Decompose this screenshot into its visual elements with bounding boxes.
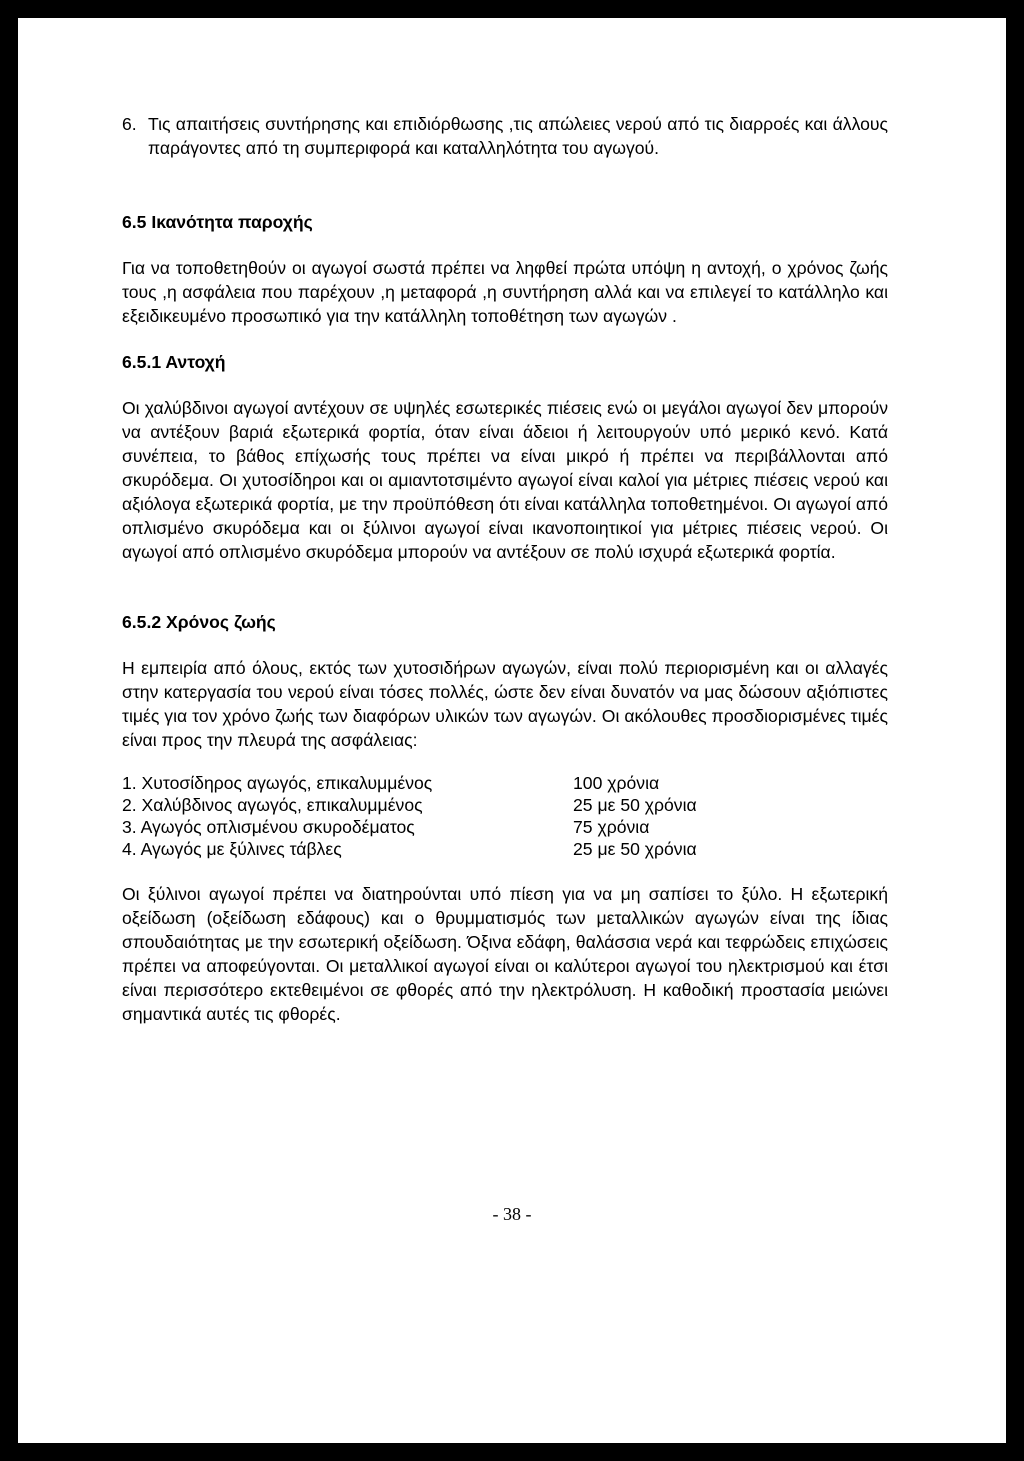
paragraph-6-5-2: Η εμπειρία από όλους, εκτός των χυτοσιδήρων αγωγών, είναι πολύ περιορισμένη και οι αλλαγές στην κατεργασία του νερού είναι τόσες πολλές, ώστε δεν είναι δυνατόν να μας δώσουν αξιόπιστες τιμές για τον χρόνο ζωής των διαφόρων υλικών των αγωγών. Οι ακόλουθες προσδιορισμένες τιμές είναι προς την πλευρά της ασφάλειας: (122, 658, 888, 750)
item-number: 6. (122, 114, 137, 134)
list-item-name: 1. Χυτοσίδηρος αγωγός, επικαλυμμένος (122, 773, 433, 793)
page-number: - 38 - (492, 1204, 532, 1224)
list-item-name: 3. Αγωγός οπλισμένου σκυροδέματος (122, 817, 415, 837)
list-item (122, 816, 888, 838)
document-sheet (18, 18, 1006, 1443)
paragraph-6-5-1: Οι χαλύβδινοι αγωγοί αντέχουν σε υψηλές εσωτερικές πιέσεις ενώ οι μεγάλοι αγωγοί δεν μπορούν να αντέξουν βαριά εξωτερικά φορτία, όταν είναι άδειοι ή λειτουργούν υπό μερικό κενό. Κατά συνέπεια, το βάθος επίχωσής τους πρέπει να είναι μικρό ή πρέπει να περιβάλλονται από σκυρόδεμα. Οι χυτοσίδηροι και οι αμιαντοτσιμέντο αγωγοί είναι καλοί για μέτριες πιέσεις νερού και αξιόλογα εξωτερικά φορτία, με την προϋπόθεση ότι είναι κατάλληλα τοποθετημένοι. Οι αγωγοί από οπλισμένο σκυρόδεμα και οι ξύλινοι αγωγοί είναι ικανοποιητικοί για μέτριες πιέσεις νερού. Οι αγωγοί από οπλισμένο σκυρόδεμα μπορούν να αντέξουν σε πολύ ισχυρά εξωτερικά φορτία. (122, 398, 888, 562)
list-item (122, 838, 888, 860)
list-item-name: 4. Αγωγός με ξύλινες τάβλες (122, 839, 342, 859)
numbered-item-6 (122, 112, 888, 160)
text-column (122, 112, 888, 1026)
item-text: Τις απαιτήσεις συντήρησης και επιδιόρθωσης ,τις απώλειες νερού από τις διαρροές και άλλους παράγοντες από τη συμπεριφορά και καταλληλότητα του αγωγού. (148, 114, 888, 158)
closing-paragraph: Οι ξύλινοι αγωγοί πρέπει να διατηρούνται υπό πίεση για να μη σαπίσει το ξύλο. Η εξωτερική οξείδωση (οξείδωση εδάφους) και ο θρυμματισμός των μεταλλικών αγωγών είναι της ίδιας σπουδαιότητας με την εσωτερική οξείδωση. Όξινα εδάφη, θαλάσσια νερά και τεφρώδεις επιχώσεις πρέπει να αποφεύγονται. Οι μεταλλικοί αγωγοί είναι οι καλύτεροι αγωγοί του ηλεκτρισμού και έτσι είναι περισσότερο εκτεθειμένοι σε φθορές από την ηλεκτρόλυση. Η καθοδική προστασία μειώνει σημαντικά αυτές τις φθορές. (122, 884, 888, 1024)
list-item-value: 100 χρόνια (573, 773, 660, 793)
list-item-value: 25 με 50 χρόνια (573, 839, 697, 859)
section-heading-6-5-1: 6.5.1 Αντοχή (122, 352, 226, 372)
list-item (122, 772, 888, 794)
section-heading-6-5: 6.5 Ικανότητα παροχής (122, 212, 313, 232)
section-heading-6-5-2: 6.5.2 Χρόνος ζωής (122, 612, 276, 632)
list-item-value: 25 με 50 χρόνια (573, 795, 697, 815)
paragraph-6-5: Για να τοποθετηθούν οι αγωγοί σωστά πρέπει να ληφθεί πρώτα υπόψη η αντοχή, ο χρόνος ζωής τους ,η ασφάλεια που παρέχουν ,η μεταφορά ,η συντήρηση αλλά και να επιλεγεί το κατάλληλο και εξειδικευμένο προσωπικό για την κατάλληλη τοποθέτηση των αγωγών . (122, 258, 888, 326)
list-item-name: 2. Χαλύβδινος αγωγός, επικαλυμμένος (122, 795, 423, 815)
list-item (122, 794, 888, 816)
service-life-list (122, 772, 888, 860)
list-item-value: 75 χρόνια (573, 817, 650, 837)
